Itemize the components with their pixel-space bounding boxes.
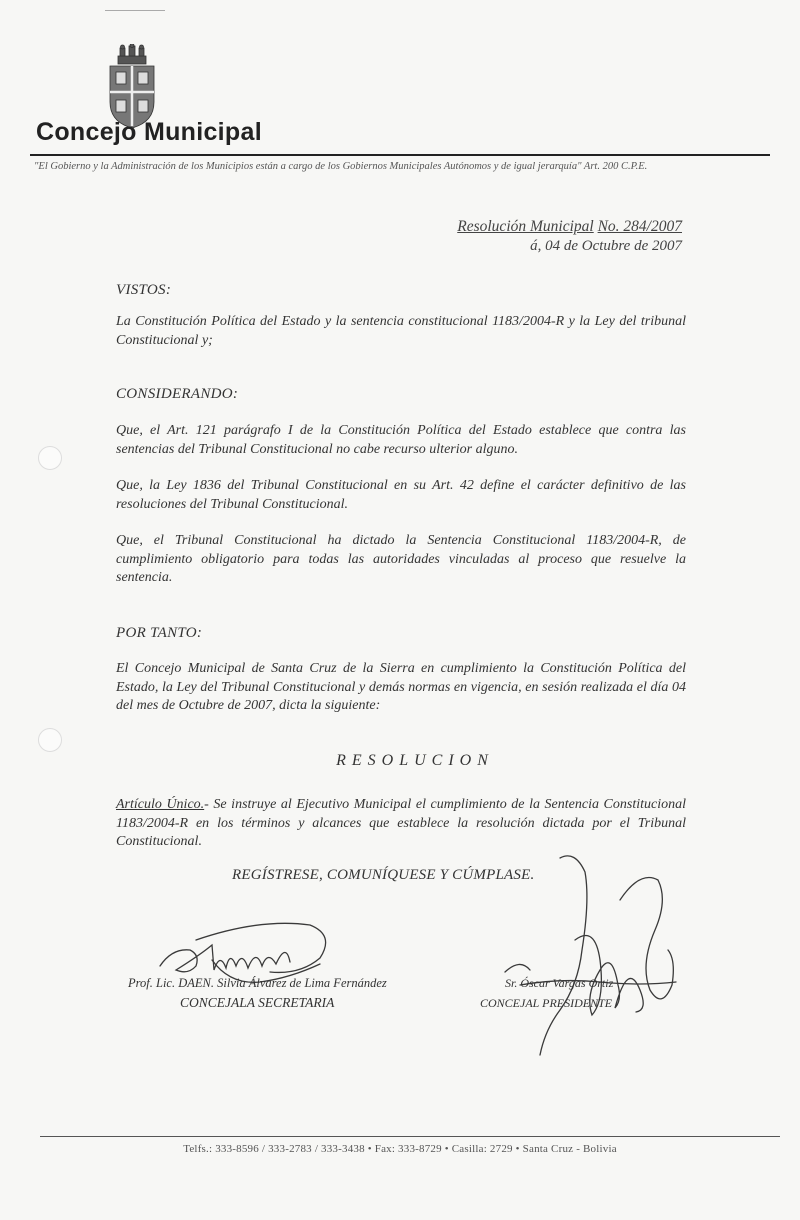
right-signatory-title: CONCEJAL PRESIDENTE: [480, 996, 613, 1010]
resolution-number-prefix: Resolución Municipal: [457, 218, 594, 235]
closing-formula: REGÍSTRESE, COMUNÍQUESE Y CÚMPLASE.: [232, 867, 535, 883]
resolution-number-value: No. 284/2007: [597, 218, 682, 235]
org-title: Concejo Municipal: [36, 118, 262, 146]
por-tanto-heading: POR TANTO:: [116, 625, 203, 641]
article-label: Artículo Único.: [116, 797, 205, 812]
resolution-date: á, 04 de Octubre de 2007: [530, 238, 682, 254]
considerando-paragraph-2: Que, la Ley 1836 del Tribunal Constitucional en su Art. 42 define el carácter definitivo de las resoluciones del Tribunal Constitucional.: [116, 478, 686, 512]
resolution-number: [457, 218, 682, 236]
header-divider: [30, 154, 770, 156]
article-unico: [116, 796, 686, 852]
considerando-heading: CONSIDERANDO:: [116, 386, 239, 402]
resolucion-title: RESOLUCION: [336, 752, 494, 769]
left-signatory-title: CONCEJALA SECRETARIA: [180, 995, 335, 1010]
right-signatory-name: Sr. Óscar Vargas Ortiz: [505, 976, 614, 990]
article-text: - Se instruye al Ejecutivo Municipal el cumplimiento de la Sentencia Constitucional 1183/2004-R en los términos y alcances que establece la resolución dictada por el Tribunal Constitucional.: [116, 797, 686, 849]
por-tanto-text: El Concejo Municipal de Santa Cruz de la Sierra en cumplimiento la Constitución Política del Estado, la Ley del Tribunal Constitucional y demás normas en vigencia, en sesión realizada el día 04 del mes de Octubre de 2007, dicta la siguiente:: [116, 661, 686, 713]
punch-hole: [38, 728, 62, 752]
footer-divider: [40, 1136, 780, 1137]
considerando-paragraph-1: Que, el Art. 121 parágrafo I de la Constitución Política del Estado establece que contra las sentencias del Tribunal Constitucional no cabe recurso ulterior alguno.: [116, 423, 686, 457]
top-rule: [105, 10, 165, 11]
punch-hole: [38, 446, 62, 470]
left-signatory-name: Prof. Lic. DAEN. Silvia Álvarez de Lima Fernández: [128, 976, 387, 990]
vistos-heading: VISTOS:: [116, 282, 172, 298]
vistos-text: La Constitución Política del Estado y la sentencia constitucional 1183/2004-R y la Ley del tribunal Constitucional y;: [116, 314, 686, 348]
considerando-paragraph-3: Que, el Tribunal Constitucional ha dictado la Sentencia Constitucional 1183/2004-R, de cumplimiento obligatorio para todas las autoridades vinculadas al proceso que resuelve la sentencia.: [116, 533, 686, 585]
header-motto: "El Gobierno y la Administración de los Municipios están a cargo de los Gobiernos Municipales Autónomos y de igual jerarquía" Art. 200 C.P.E.: [34, 161, 648, 172]
footer-contact: Telfs.: 333-8596 / 333-2783 / 333-3438 • Fax: 333-8729 • Casilla: 2729 • Santa Cruz - Bolivia: [183, 1143, 617, 1155]
